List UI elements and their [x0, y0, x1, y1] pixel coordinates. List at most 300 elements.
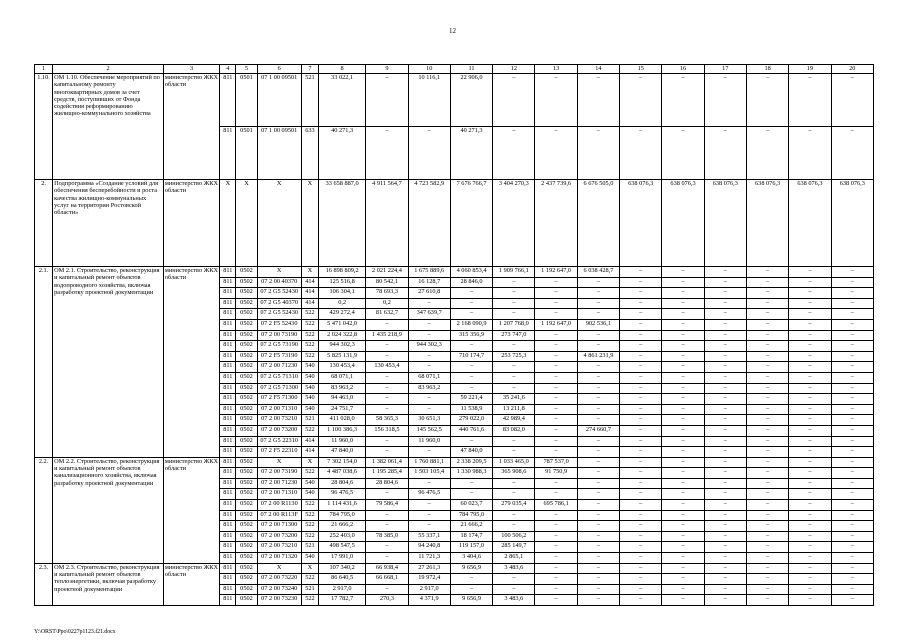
value-cell: 60 023,7: [450, 500, 492, 511]
value-cell: 0502: [236, 404, 257, 415]
value-cell: 2 024 322,8: [318, 330, 365, 341]
value-cell: 811: [220, 341, 236, 352]
value-cell: –: [450, 383, 492, 394]
value-cell: 27 610,8: [408, 288, 450, 299]
value-cell: –: [620, 531, 662, 542]
value-cell: –: [577, 447, 619, 458]
value-cell: –: [493, 436, 535, 447]
value-cell: –: [746, 553, 788, 564]
value-cell: 811: [220, 330, 236, 341]
value-cell: 28 846,0: [450, 277, 492, 288]
column-number-cell: 15: [620, 65, 662, 74]
value-cell: –: [366, 584, 408, 595]
value-cell: 414: [301, 436, 318, 447]
value-cell: –: [831, 288, 873, 299]
value-cell: 22 906,0: [450, 74, 492, 127]
value-cell: 9 656,9: [450, 595, 492, 606]
value-cell: –: [577, 404, 619, 415]
value-cell: –: [746, 447, 788, 458]
value-cell: –: [704, 574, 746, 585]
value-cell: 4 487 038,6: [318, 468, 365, 479]
item-number-cell: 2.3.: [35, 563, 53, 605]
value-cell: 811: [220, 394, 236, 405]
value-cell: –: [620, 584, 662, 595]
value-cell: 522: [301, 574, 318, 585]
value-cell: –: [704, 457, 746, 468]
value-cell: 07 2 G5 52430: [257, 309, 301, 320]
value-cell: 522: [301, 309, 318, 320]
value-cell: –: [746, 267, 788, 278]
value-cell: –: [620, 542, 662, 553]
value-cell: 1 382 061,4: [366, 457, 408, 468]
value-cell: 6 676 505,0: [577, 180, 619, 267]
value-cell: 279 035,4: [493, 500, 535, 511]
value-cell: –: [662, 436, 704, 447]
item-number-cell: 2.1.: [35, 267, 53, 458]
value-cell: 522: [301, 510, 318, 521]
value-cell: –: [620, 415, 662, 426]
value-cell: 811: [220, 372, 236, 383]
executor-cell: министерство ЖКХ области: [163, 563, 219, 605]
value-cell: 1 207 768,0: [493, 319, 535, 330]
value-cell: X: [301, 563, 318, 574]
value-cell: 274 660,7: [577, 425, 619, 436]
value-cell: 96 476,5: [318, 489, 365, 500]
value-cell: 58 365,3: [366, 415, 408, 426]
value-cell: –: [789, 372, 831, 383]
value-cell: –: [789, 425, 831, 436]
value-cell: –: [704, 531, 746, 542]
value-cell: –: [704, 489, 746, 500]
value-cell: –: [662, 277, 704, 288]
value-cell: –: [662, 489, 704, 500]
value-cell: –: [746, 478, 788, 489]
value-cell: 0502: [236, 574, 257, 585]
value-cell: 125 516,8: [318, 277, 365, 288]
column-number-cell: 10: [408, 65, 450, 74]
value-cell: 0502: [236, 372, 257, 383]
value-cell: 811: [220, 362, 236, 373]
value-cell: –: [662, 404, 704, 415]
value-cell: 811: [220, 457, 236, 468]
value-cell: –: [577, 341, 619, 352]
column-number-cell: 7: [301, 65, 318, 74]
value-cell: 78 385,0: [366, 531, 408, 542]
value-cell: –: [577, 457, 619, 468]
column-number-cell: 2: [53, 65, 164, 74]
value-cell: 07 2 G5 40370: [257, 298, 301, 309]
value-cell: –: [535, 447, 577, 458]
value-cell: 96 476,5: [408, 489, 450, 500]
value-cell: –: [662, 574, 704, 585]
value-cell: –: [746, 309, 788, 320]
value-cell: 17 782,7: [318, 595, 365, 606]
value-cell: 638 076,3: [620, 180, 662, 267]
value-cell: –: [789, 436, 831, 447]
value-cell: 522: [301, 319, 318, 330]
value-cell: 07 2 G5 71310: [257, 372, 301, 383]
value-cell: 638 076,3: [662, 180, 704, 267]
value-cell: 0502: [236, 531, 257, 542]
value-cell: –: [535, 531, 577, 542]
value-cell: –: [746, 595, 788, 606]
value-cell: –: [577, 362, 619, 373]
value-cell: 811: [220, 531, 236, 542]
value-cell: –: [493, 521, 535, 532]
value-cell: 0502: [236, 468, 257, 479]
value-cell: 540: [301, 383, 318, 394]
value-cell: –: [366, 542, 408, 553]
value-cell: –: [493, 362, 535, 373]
value-cell: 21 666,2: [318, 521, 365, 532]
value-cell: –: [831, 595, 873, 606]
value-cell: 28 804,6: [318, 478, 365, 489]
value-cell: –: [620, 127, 662, 180]
value-cell: –: [789, 351, 831, 362]
value-cell: 540: [301, 489, 318, 500]
value-cell: 784 795,0: [450, 510, 492, 521]
value-cell: –: [366, 372, 408, 383]
value-cell: X: [257, 563, 301, 574]
value-cell: 16 128,7: [408, 277, 450, 288]
value-cell: 2 338 209,5: [450, 457, 492, 468]
value-cell: –: [366, 394, 408, 405]
file-path-footer: Y:\ORST\Ppo\0227p1123.f21.docx: [34, 629, 116, 635]
value-cell: –: [450, 288, 492, 299]
header-row: [35, 65, 874, 74]
value-cell: –: [493, 478, 535, 489]
value-cell: –: [450, 372, 492, 383]
value-cell: 522: [301, 341, 318, 352]
value-cell: 66 938,4: [366, 563, 408, 574]
value-cell: –: [789, 457, 831, 468]
value-cell: –: [366, 383, 408, 394]
value-cell: –: [704, 584, 746, 595]
value-cell: 83 963,2: [408, 383, 450, 394]
value-cell: –: [535, 383, 577, 394]
value-cell: 811: [220, 553, 236, 564]
value-cell: 811: [220, 319, 236, 330]
value-cell: 07 2 00 71310: [257, 489, 301, 500]
value-cell: 633: [301, 127, 318, 180]
value-cell: –: [493, 277, 535, 288]
value-cell: –: [662, 288, 704, 299]
value-cell: –: [831, 277, 873, 288]
value-cell: –: [789, 298, 831, 309]
value-cell: 0502: [236, 309, 257, 320]
value-cell: 6 038 428,7: [577, 267, 619, 278]
value-cell: –: [746, 436, 788, 447]
value-cell: 33 658 887,0: [318, 180, 365, 267]
value-cell: –: [662, 309, 704, 320]
value-cell: –: [408, 394, 450, 405]
value-cell: 811: [220, 510, 236, 521]
value-cell: –: [620, 341, 662, 352]
value-cell: –: [789, 574, 831, 585]
value-cell: 19 972,4: [408, 574, 450, 585]
value-cell: –: [662, 330, 704, 341]
value-cell: –: [535, 584, 577, 595]
value-cell: 540: [301, 372, 318, 383]
value-cell: –: [704, 277, 746, 288]
item-name-cell: ОМ 1.10. Обеспечение мероприятий по капитальному ремонту многоквартирных домов за счет средств, поступивших от Фонда содействия реформированию жилищно-коммунального хозяйства: [53, 74, 164, 180]
value-cell: 811: [220, 574, 236, 585]
value-cell: –: [620, 309, 662, 320]
value-cell: –: [789, 383, 831, 394]
value-cell: –: [408, 478, 450, 489]
value-cell: 2 865,1: [493, 553, 535, 564]
value-cell: –: [662, 478, 704, 489]
value-cell: –: [620, 563, 662, 574]
value-cell: –: [450, 309, 492, 320]
value-cell: 279 022,0: [450, 415, 492, 426]
value-cell: 47 840,0: [318, 447, 365, 458]
value-cell: –: [577, 574, 619, 585]
value-cell: 07 2 F5 73190: [257, 351, 301, 362]
value-cell: –: [493, 127, 535, 180]
value-cell: 811: [220, 288, 236, 299]
value-cell: –: [620, 521, 662, 532]
value-cell: –: [662, 563, 704, 574]
value-cell: 07 2 00 R113F: [257, 510, 301, 521]
value-cell: 811: [220, 489, 236, 500]
value-cell: 944 302,3: [318, 341, 365, 352]
value-cell: –: [831, 330, 873, 341]
value-cell: 156 318,5: [366, 425, 408, 436]
value-cell: –: [662, 362, 704, 373]
value-cell: 4 371,9: [408, 595, 450, 606]
value-cell: 55 337,1: [408, 531, 450, 542]
value-cell: –: [704, 319, 746, 330]
value-cell: 414: [301, 298, 318, 309]
value-cell: 11 960,0: [408, 436, 450, 447]
value-cell: 811: [220, 500, 236, 511]
value-cell: 21 666,2: [450, 521, 492, 532]
value-cell: –: [408, 510, 450, 521]
value-cell: –: [789, 531, 831, 542]
value-cell: 0501: [236, 74, 257, 127]
value-cell: –: [789, 489, 831, 500]
value-cell: –: [746, 531, 788, 542]
value-cell: 11 538,9: [450, 404, 492, 415]
value-cell: X: [301, 457, 318, 468]
column-number-cell: 9: [366, 65, 408, 74]
value-cell: X: [236, 180, 257, 267]
value-cell: –: [704, 127, 746, 180]
value-cell: –: [408, 362, 450, 373]
value-cell: –: [535, 542, 577, 553]
value-cell: 1 675 889,6: [408, 267, 450, 278]
value-cell: 35 241,6: [493, 394, 535, 405]
value-cell: 1 192 647,0: [535, 267, 577, 278]
column-number-cell: 6: [257, 65, 301, 74]
value-cell: 0502: [236, 584, 257, 595]
value-cell: 3 483,6: [493, 595, 535, 606]
value-cell: –: [535, 362, 577, 373]
value-cell: –: [577, 542, 619, 553]
value-cell: –: [620, 425, 662, 436]
value-cell: 78 693,3: [366, 288, 408, 299]
value-cell: –: [662, 521, 704, 532]
value-cell: –: [789, 309, 831, 320]
value-cell: –: [831, 341, 873, 352]
value-cell: 07 2 00 73200: [257, 531, 301, 542]
value-cell: –: [746, 298, 788, 309]
value-cell: –: [704, 267, 746, 278]
value-cell: –: [366, 489, 408, 500]
column-number-cell: 5: [236, 65, 257, 74]
value-cell: –: [789, 510, 831, 521]
value-cell: –: [662, 341, 704, 352]
value-cell: –: [577, 383, 619, 394]
value-cell: –: [408, 521, 450, 532]
value-cell: –: [450, 436, 492, 447]
value-cell: 91 750,9: [535, 468, 577, 479]
value-cell: 1 503 105,4: [408, 468, 450, 479]
value-cell: –: [789, 319, 831, 330]
value-cell: 811: [220, 584, 236, 595]
value-cell: 522: [301, 595, 318, 606]
value-cell: –: [493, 309, 535, 320]
value-cell: –: [620, 478, 662, 489]
column-number-cell: 1: [35, 65, 53, 74]
value-cell: 9 656,9: [450, 563, 492, 574]
value-cell: 0502: [236, 436, 257, 447]
value-cell: –: [620, 277, 662, 288]
value-cell: –: [704, 383, 746, 394]
value-cell: –: [535, 415, 577, 426]
value-cell: –: [535, 298, 577, 309]
value-cell: –: [366, 510, 408, 521]
value-cell: 1 435 218,9: [366, 330, 408, 341]
value-cell: 86 640,5: [318, 574, 365, 585]
value-cell: –: [831, 510, 873, 521]
value-cell: 811: [220, 595, 236, 606]
value-cell: –: [577, 584, 619, 595]
value-cell: –: [535, 309, 577, 320]
value-cell: –: [535, 394, 577, 405]
value-cell: –: [577, 309, 619, 320]
value-cell: –: [577, 468, 619, 479]
value-cell: –: [535, 288, 577, 299]
value-cell: 81 632,7: [366, 309, 408, 320]
value-cell: X: [220, 180, 236, 267]
value-cell: 811: [220, 563, 236, 574]
value-cell: 47 840,0: [450, 447, 492, 458]
value-cell: 521: [301, 584, 318, 595]
value-cell: –: [535, 277, 577, 288]
value-cell: 106 304,1: [318, 288, 365, 299]
value-cell: 638 076,3: [831, 180, 873, 267]
value-cell: –: [408, 447, 450, 458]
value-cell: –: [704, 362, 746, 373]
value-cell: 347 639,7: [408, 309, 450, 320]
value-cell: 285 149,7: [493, 542, 535, 553]
value-cell: 119 157,0: [450, 542, 492, 553]
value-cell: 811: [220, 542, 236, 553]
value-cell: –: [620, 394, 662, 405]
value-cell: –: [620, 510, 662, 521]
value-cell: 0502: [236, 447, 257, 458]
value-cell: –: [535, 510, 577, 521]
value-cell: –: [746, 489, 788, 500]
column-number-cell: 3: [163, 65, 219, 74]
value-cell: –: [450, 362, 492, 373]
value-cell: –: [450, 478, 492, 489]
value-cell: 811: [220, 447, 236, 458]
value-cell: –: [831, 553, 873, 564]
item-name-cell: ОМ 2.2. Строительство, реконструкция и капитальный ремонт объектов канализационного хозяйства, включая разработку проектной документации: [53, 457, 164, 563]
value-cell: –: [535, 425, 577, 436]
value-cell: –: [704, 74, 746, 127]
value-cell: 07 2 00 73220: [257, 574, 301, 585]
value-cell: –: [789, 500, 831, 511]
value-cell: –: [620, 404, 662, 415]
value-cell: –: [789, 415, 831, 426]
value-cell: X: [257, 267, 301, 278]
value-cell: 83 963,2: [318, 383, 365, 394]
value-cell: –: [831, 298, 873, 309]
value-cell: –: [577, 500, 619, 511]
value-cell: 521: [301, 542, 318, 553]
executor-cell: министерство ЖКХ области: [163, 457, 219, 563]
value-cell: 411 028,0: [318, 415, 365, 426]
value-cell: –: [746, 383, 788, 394]
value-cell: 11 960,0: [318, 436, 365, 447]
value-cell: –: [746, 574, 788, 585]
value-cell: –: [746, 372, 788, 383]
value-cell: 28 804,6: [366, 478, 408, 489]
value-cell: –: [704, 425, 746, 436]
value-cell: –: [620, 553, 662, 564]
value-cell: –: [789, 563, 831, 574]
value-cell: 07 2 00 73210: [257, 542, 301, 553]
value-cell: –: [789, 288, 831, 299]
value-cell: 07 2 00 71310: [257, 404, 301, 415]
item-name-cell: ОМ 2.3. Строительство, реконструкция и капитальный ремонт объектов теплоэнергетики, включая разработку проектной документации: [53, 563, 164, 605]
value-cell: 07 2 G5 52430: [257, 288, 301, 299]
value-cell: –: [662, 127, 704, 180]
value-cell: 10 116,1: [408, 74, 450, 127]
value-cell: 638 076,3: [704, 180, 746, 267]
value-cell: –: [789, 595, 831, 606]
value-cell: 7 676 766,7: [450, 180, 492, 267]
value-cell: –: [535, 341, 577, 352]
value-cell: –: [408, 351, 450, 362]
value-cell: 0502: [236, 563, 257, 574]
budget-table: [34, 64, 874, 606]
value-cell: –: [366, 553, 408, 564]
value-cell: –: [450, 489, 492, 500]
value-cell: 315 356,9: [450, 330, 492, 341]
value-cell: –: [831, 574, 873, 585]
value-cell: –: [831, 447, 873, 458]
value-cell: –: [831, 74, 873, 127]
value-cell: –: [831, 383, 873, 394]
value-cell: –: [789, 394, 831, 405]
value-cell: –: [577, 553, 619, 564]
value-cell: –: [831, 489, 873, 500]
value-cell: –: [577, 298, 619, 309]
value-cell: 07 2 G5 71300: [257, 383, 301, 394]
value-cell: 811: [220, 521, 236, 532]
value-cell: –: [831, 319, 873, 330]
value-cell: 83 082,0: [493, 425, 535, 436]
table-row: [35, 457, 874, 468]
value-cell: –: [662, 372, 704, 383]
value-cell: –: [789, 468, 831, 479]
value-cell: 811: [220, 478, 236, 489]
